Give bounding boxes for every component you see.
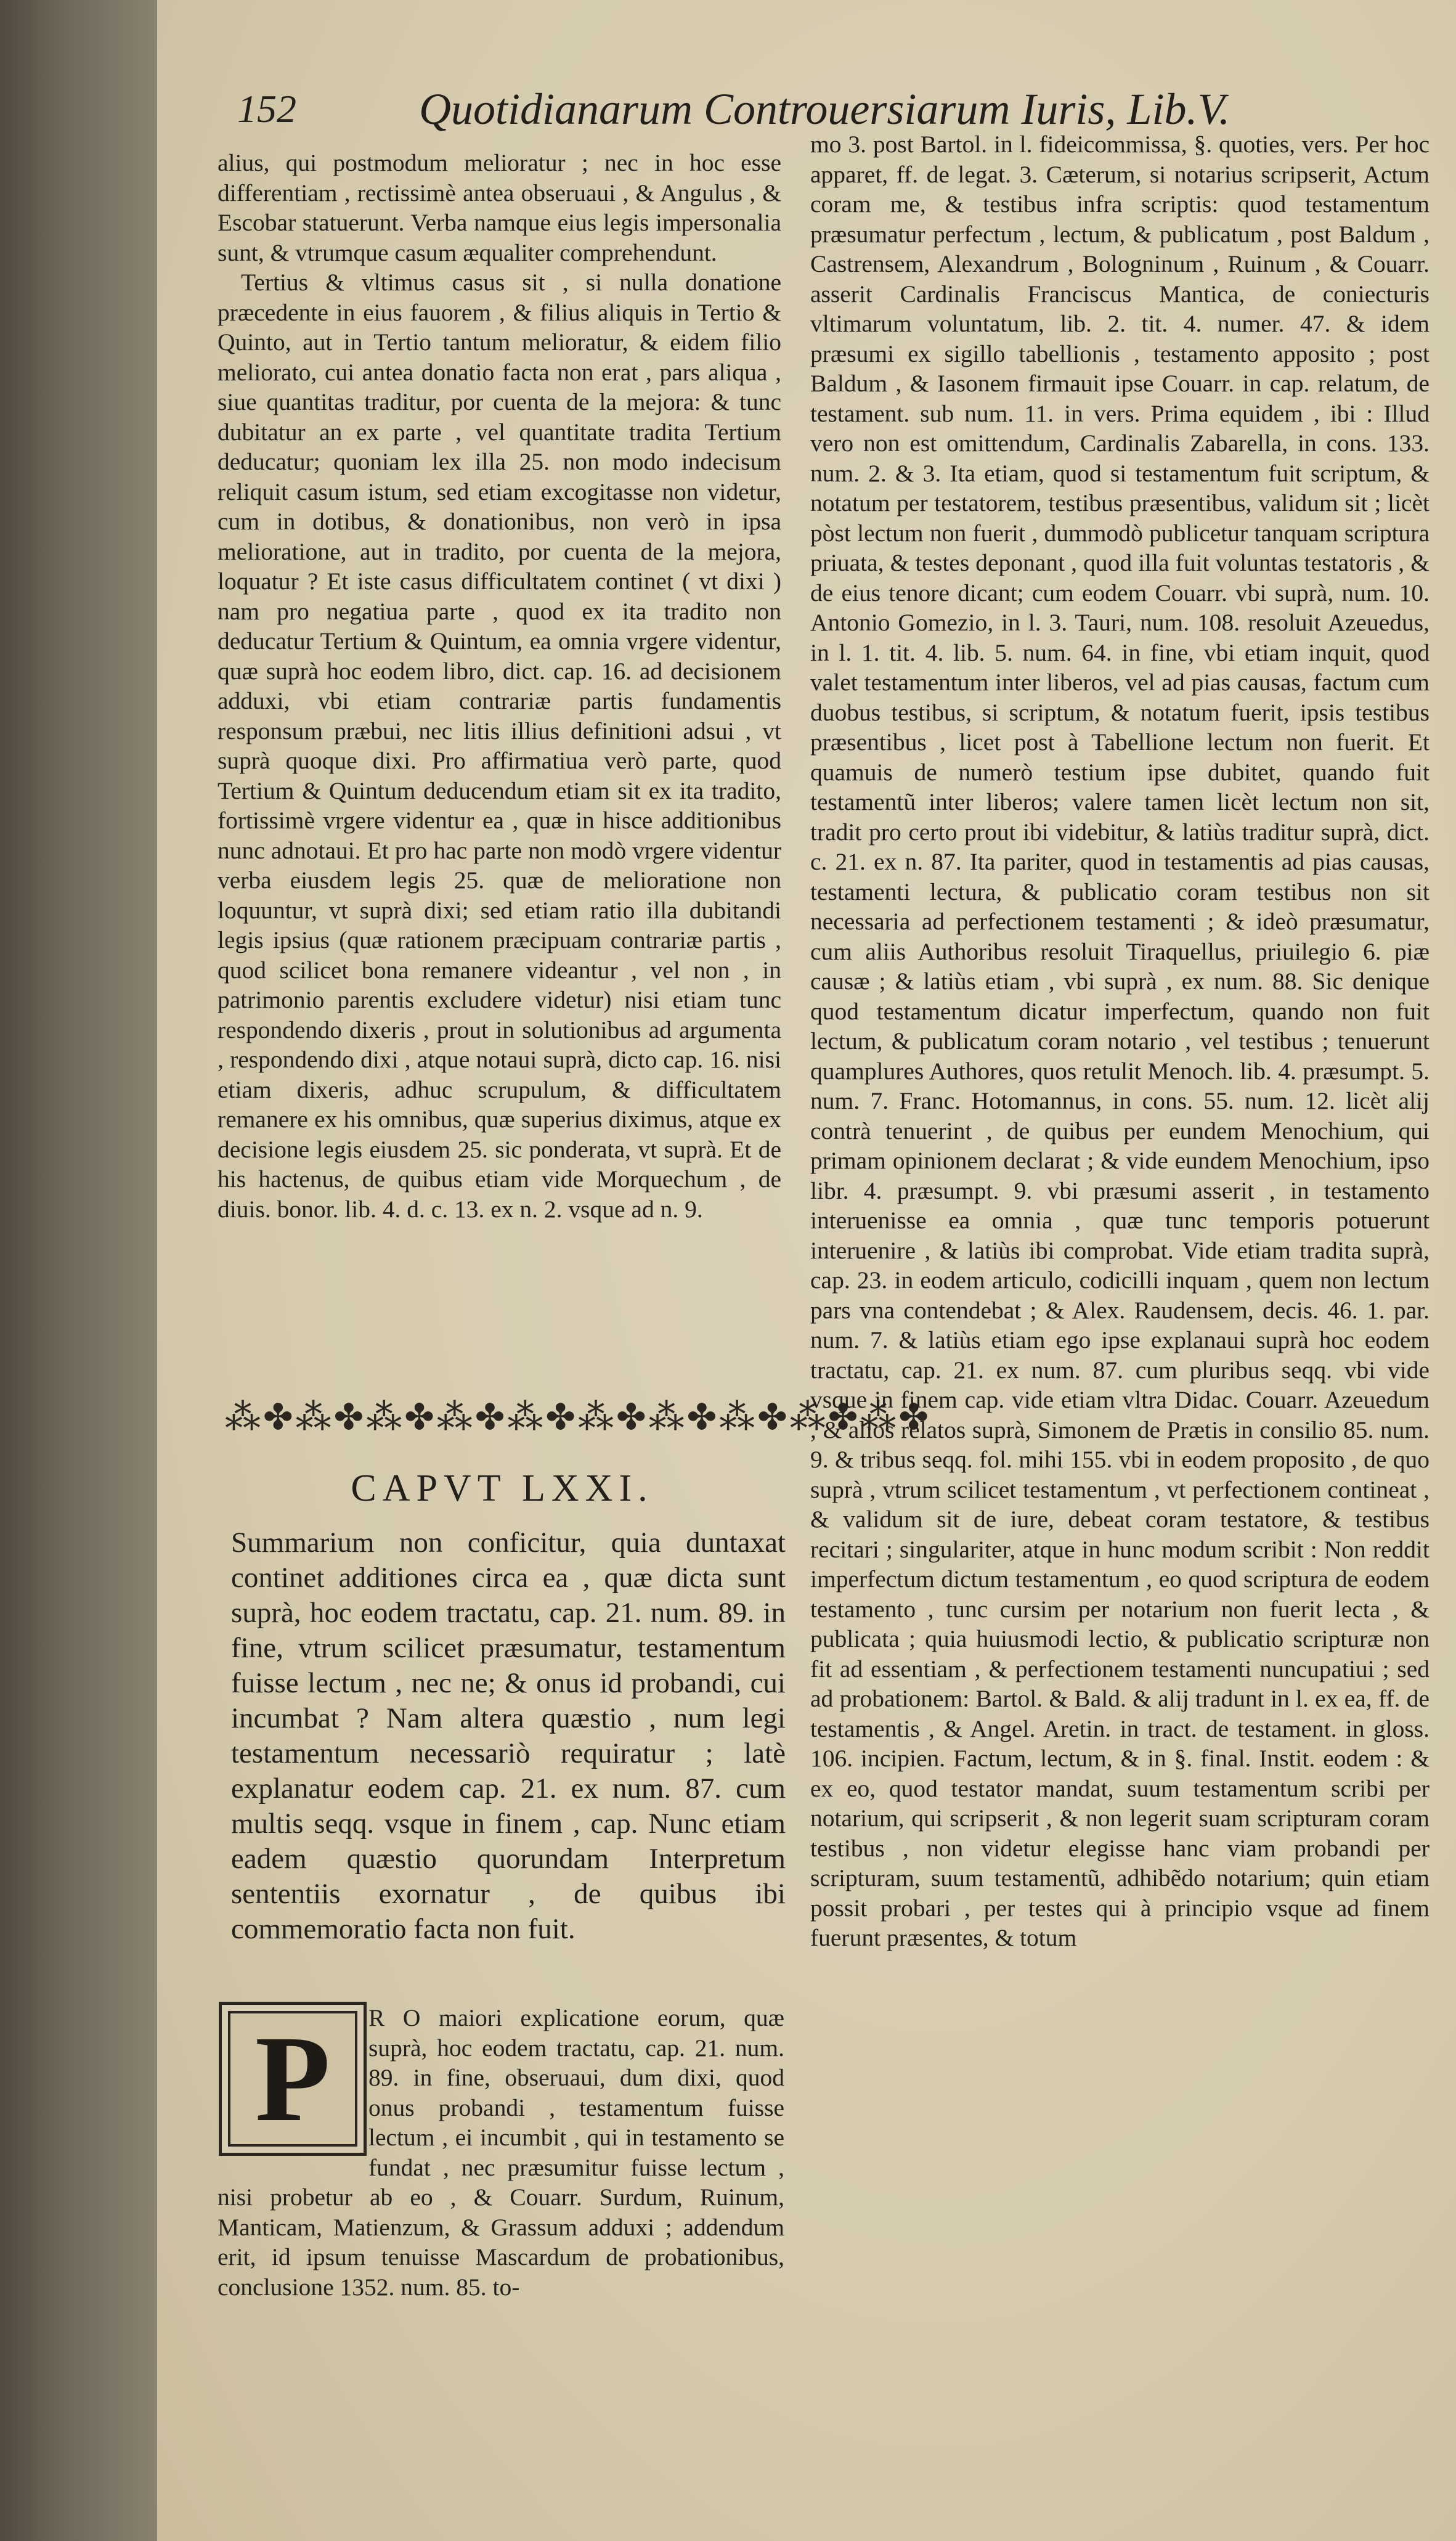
left-paragraph-2: Tertius & vltimus casus sit , si nulla donatione præcedente in eius fauorem , & filius aliquis in Tertio & Quinto, aut in Tertio tantum melioratur, & eidem filio meliorato, cui antea donatio facta non erat , pars aliqua , siue quantitas traditur, por cuenta de la mejora: & tunc dubitatur an ex parte , vel quantitate tradita Tertium deducatur; quoniam lex illa 25. non modo indecisum reliquit casum istum, sed etiam excogitasse non videtur, cum in dotibus, & donationibus, non verò in ipsa melioratione, aut in tradito, por cuenta de la mejora, loquatur ? Et iste casus difficultatem continet ( vt dixi ) nam pro negatiua parte , quod ex ita tradito non deducatur Tertium & Quintum, ea omnia vrgere videntur, quæ suprà hoc eodem libro, dict. cap. 16. ad decisionem adduxi, vbi etiam contrariæ partis fundamentis responsum præbui, nec litis illius definitioni adsui , vt suprà quoque dixi. Pro affirmatiua verò parte, quod Tertium & Quintum deducendum etiam sit ex ita tradito, fortissimè vrgere videntur ea , quæ in hisce additionibus nunc adnotaui. Et pro hac parte non modò vrgere videntur verba eiusdem legis 25. quæ de melioratione non loquuntur, vt suprà dixi; sed etiam ratio illa dubitandi legis ipsius (quæ rationem præcipuam contrariæ partis , quod scilicet bona remanere videantur , vel non , in patrimonio parentis excludere videtur) nisi etiam tunc respondendo dixeris , prout in solutionibus ad argumenta , respondendo dixi , atque notaui suprà, dicto cap. 16. nisi etiam dixeris, adhuc scrupulum, & difficultatem remanere ex his omnibus, quæ superius diximus, atque ex decisione legis eiusdem 25. sic ponderata, vt suprà. Et de his hactenus, de quibus etiam vide Morquechum , de diuis. bonor. lib. 4. d. c. 13. ex n. 2. vsque ad n. 9. — [218, 269, 781, 1223]
chapter-summary: Summarium non conficitur, quia duntaxat continet additiones circa ea , quæ dicta sunt suprà, hoc eodem tractatu, cap. 21. num. 89. in fine, vtrum scilicet præsumatur, testamentum fuisse lectum , nec ne; & onus id probandi, cui incumbat ? Nam altera quæstio , num legi testamentum necessariò requiratur ; latè explanatur eodem cap. 21. ex num. 87. cum multis seqq. vsque in finem , cap. Nunc etiam eadem quæstio quorundam Interpretum sententiis exornatur , de quibus ibi commemoratio facta non fuit. — [231, 1527, 786, 1945]
left-column — [218, 148, 781, 1224]
running-title: Quotidianarum Controuersiarum Iuris, Lib.V. — [419, 84, 1230, 134]
page-number: 152 — [237, 87, 296, 131]
chapter-body-text: R O maiori explicatione eorum, quæ suprà, hoc eodem tractatu, cap. 21. num. 89. in fine, obseruaui, dum dixi, quod onus probandi , testamentum fuisse lectum , ei incumbit , qui in testamento se fundat , nec præsumitur fuisse lectum , nisi probetur ab eo , & Couarr. Surdum, Ruinum, Manticam, Matienzum, & Grassum adduxi ; addendum erit, id ipsum tenuisse Mascardum de probationibus, conclusione 1352. num. 85. to- — [218, 2004, 784, 2301]
book-page — [157, 0, 1456, 2541]
drop-initial: P — [219, 2002, 367, 2156]
ornamental-divider: ⁂✤⁂✤⁂✤⁂✤⁂✤⁂✤⁂✤⁂✤⁂✤⁂✤ — [225, 1396, 931, 1438]
right-column-text: mo 3. post Bartol. in l. fideicommissa, §. quoties, vers. Per hoc apparet, ff. de legat. 3. Cæterum, si notarius scripserit, Actum coram me, & testibus infra scriptis: quod testamentum præsumatur perfectum , lectum, & publicatum , post Baldum , Castrensem, Alexandrum , Bologninum , Ruinum , & Couarr. asserit Cardinalis Franciscus Mantica, de coniecturis vltimarum voluntatum, lib. 2. tit. 4. numer. 47. & idem præsumi ex sigillo tabellionis , testamento apposito ; post Baldum , & Iasonem firmauit ipse Couarr. in cap. relatum, de testament. sub num. 11. in vers. Prima equidem , ibi : Illud vero non est omittendum, Cardinalis Zabarella, in cons. 133. num. 2. & 3. Ita etiam, quod si testamentum fuit scriptum, & notatum per testatorem, testibus præsentibus, validum sit ; licèt pòst lectum non fuerit , dummodò publicetur tanquam scriptura priuata, & testes deponant , quod illa fuit voluntas testatoris , & de eius tenore dicant; cum eodem Couarr. vbi suprà, num. 10. Antonio Gomezio, in l. 3. Tauri, num. 108. resoluit Azeuedus, in l. 1. tit. 4. lib. 5. num. 64. in fine, vbi etiam inquit, quod valet testamentum inter liberos, vel ad pias causas, factum cum duobus testibus, si scriptum, & notatum fuerit, ipsis testibus præsentibus , licet post à Tabellione lectum non fuerit. Et quamuis de numerò testium ipse dubitet, quando fuit testamentũ inter liberos; valere tamen licèt lectum non sit, tradit pro certo prout ibi videbitur, & latiùs traditur suprà, dict. c. 21. ex n. 87. Ita pariter, quod in testamentis ad pias causas, testamenti lectura, & publicatio coram testibus non sit necessaria ad perfectionem testamenti ; & ideò præsumatur, cum aliis Authoribus resoluit Tiraquellus, priuilegio 6. piæ causæ ; & latiùs etiam , vbi suprà , ex num. 88. Sic denique quod testamentum dicatur imperfectum, quando non fuit lectum, & publicatum coram notario , vel testibus ; tenuerunt quamplures Authores, quos retulit Menoch. lib. 4. præsumpt. 5. num. 7. Franc. Hotomannus, in cons. 55. num. 12. licèt alij contrà tenuerint , de quibus per eundem Menochium, qui primam opinionem declarat ; & vide eundem Menochium, ipso libr. 4. præsumpt. 9. vbi præsumi asserit , in testamento interuenisse ea omnia , quæ tunc temporis potuerunt interuenire , & latiùs ibi comprobat. Vide etiam tradita suprà, cap. 23. in eodem articulo, codicilli inquam , quem non lectum pars vna contendebat ; & Alex. Raudensem, decis. 46. 1. par. num. 7. & latiùs etiam ego ipse explanaui suprà hoc eodem tractatu, cap. 21. ex num. 87. cum pluribus seqq. vbi vide vsque in finem cap. vide etiam vltra Didac. Couarr. Azeuedum , & alios relatos suprà, Simonem de Prætis in consilio 85. num. 9. & tribus seqq. fol. mihi 155. vbi in eodem proposito , de quo suprà , vtrum scilicet testamentum , vt perfectionem contineat , & validum sit de iure, debeat coram testatore, & testibus recitari ; singulariter, atque in hunc modum scribit : Non reddit imperfectum dictum testamentum , eo quod scriptura de eodem testamento , tunc cursim per notarium non fuerit lecta , & publicata ; quia huiusmodi lectio, & publicatio scripturæ non fit ad essentiam , & perfectionem testamenti nuncupatiui ; sed ad probationem: Bartol. & Bald. & alij tradunt in l. ex ea, ff. de testamentis , & Angel. Aretin. in tract. de testament. in gloss. 106. incipien. Factum, lectum, & in §. final. Instit. eodem : & ex eo, quod testator mandat, suum testamentum scribi per notarium, qui scripserit , & non legerit suam scripturam coram testibus , non videtur elegisse hanc viam probandi per scripturam, suum testamentũ, adhibẽdo notarium; quin etiam possit probari , per testes qui à principio vsque ad finem fuerunt præsentes, & totum — [810, 131, 1430, 1951]
left-paragraph-1: alius, qui postmodum melioratur ; nec in hoc esse differentiam , rectissimè antea obseruaui , & Angulus , & Escobar statuerunt. Verba namque eius legis impersonalia sunt, & vtrumque casum æqualiter comprehendunt. — [218, 149, 781, 266]
right-column — [810, 129, 1430, 1953]
page-gutter-shadow — [0, 0, 157, 2541]
chapter-heading: CAPVT LXXI. — [351, 1467, 654, 1509]
